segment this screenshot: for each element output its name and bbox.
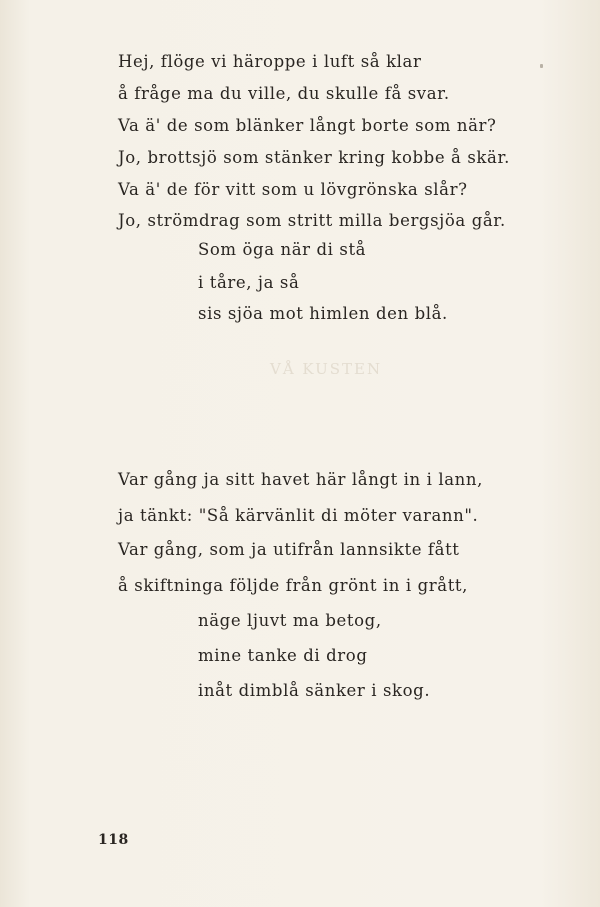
bleed-through-text: VÅ KUSTEN	[270, 360, 383, 378]
poem-line: Hej, flöge vi häroppe i luft så klar	[118, 52, 422, 71]
poem-line: ja tänkt: "Så kärvänlit di möter varann".	[118, 506, 479, 525]
refrain-line: inåt dimblå sänker i skog.	[198, 681, 431, 700]
poem-line: Jo, brottsjö som stänker kring kobbe å skär.	[118, 148, 510, 167]
refrain-line: sis sjöa mot himlen den blå.	[198, 304, 448, 323]
poem-line: Jo, strömdrag som stritt milla bergsjöa går.	[118, 211, 506, 230]
refrain-line: Som öga när di stå	[198, 240, 367, 259]
poem-line: å fråge ma du ville, du skulle få svar.	[118, 84, 450, 103]
poem-line: Var gång ja sitt havet här långt in i lann,	[118, 470, 483, 489]
refrain-line: i tåre, ja så	[198, 273, 300, 292]
refrain-line: näge ljuvt ma betog,	[198, 611, 382, 630]
poem-line: Var gång, som ja utifrån lannsikte fått	[118, 540, 460, 559]
page-number: 118	[98, 832, 129, 848]
poem-line: Va ä' de som blänker långt borte som när?	[118, 116, 497, 135]
poem-line: Va ä' de för vitt som u lövgrönska slår?	[118, 180, 468, 199]
page-speck	[540, 64, 543, 68]
poem-line: å skiftninga följde från grönt in i grått,	[118, 576, 468, 595]
refrain-line: mine tanke di drog	[198, 646, 368, 665]
